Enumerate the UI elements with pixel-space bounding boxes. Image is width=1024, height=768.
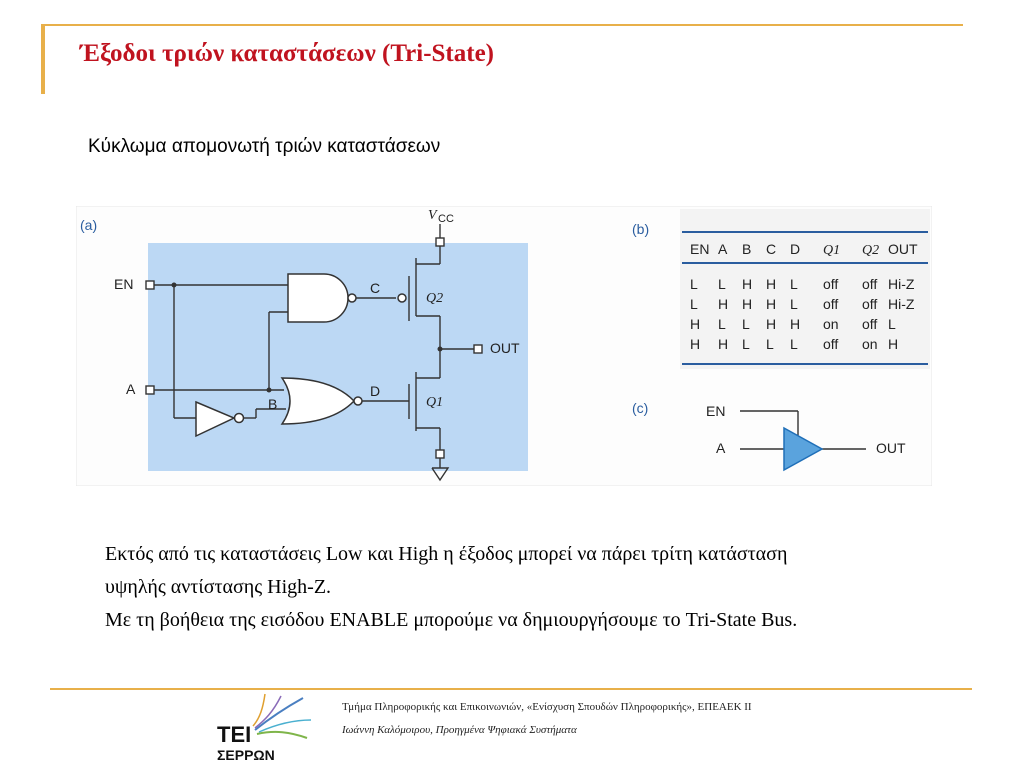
q2-gate-bubble [398, 294, 406, 302]
truth-table-header: D [790, 241, 801, 257]
truth-table-cell: H [742, 296, 753, 312]
truth-table-cell: L [718, 316, 726, 332]
truth-table-cell: L [742, 336, 750, 352]
truth-table-cell: H [766, 316, 777, 332]
truth-table-header: C [766, 241, 777, 257]
truth-table-cell: H [690, 336, 701, 352]
footer-author: Ιωάννη Καλόμοιρου, Προηγμένα Ψηφιακά Συστήματα [342, 724, 577, 736]
tei-serron-logo [215, 690, 315, 765]
truth-table-cell: off [823, 336, 839, 352]
truth-table-cell: L [766, 336, 774, 352]
truth-table-cell: L [718, 276, 726, 292]
truth-table-header: B [742, 241, 752, 257]
truth-table-cell: off [823, 276, 839, 292]
vcc-label: V [428, 208, 437, 223]
c-node-label: C [370, 280, 381, 296]
truth-table-header: OUT [888, 241, 918, 257]
truth-table-cell: L [888, 316, 896, 332]
slide-title: Έξοδοι τριών καταστάσεων (Tri-State) [80, 40, 494, 67]
panel-c-label: (c) [632, 400, 649, 416]
a-input-label: A [126, 381, 136, 397]
truth-table-cell: on [862, 336, 878, 352]
truth-table-cell: H [718, 296, 729, 312]
truth-table-cell: Hi-Z [888, 296, 915, 312]
title-rule [41, 24, 963, 26]
logo-tei-text: ΤΕΙ [217, 722, 252, 747]
panel-b-label: (b) [632, 221, 650, 237]
footer-department: Τμήμα Πληροφορικής και Επικοινωνιών, «Ενίσχυση Σπουδών Πληροφορικής», ΕΠΕΑΕΚ ΙΙ [342, 701, 752, 713]
truth-table-cell: H [690, 316, 701, 332]
vcc-sub-label: CC [438, 213, 454, 225]
truth-table-cell: H [766, 296, 777, 312]
circuit-background [148, 243, 528, 471]
truth-table-cell: off [862, 276, 878, 292]
truth-table-cell: on [823, 316, 839, 332]
buffer-out-label: OUT [876, 440, 906, 456]
panel-a-label: (a) [80, 217, 98, 233]
truth-table-cell: off [823, 296, 839, 312]
truth-table-cell: off [862, 296, 878, 312]
truth-table-cell: L [790, 336, 798, 352]
d-node-label: D [370, 383, 381, 399]
footer-rule [50, 688, 972, 690]
truth-table-cell: Hi-Z [888, 276, 915, 292]
truth-table-header: A [718, 241, 728, 257]
body-line-2: υψηλής αντίστασης High-Z. [105, 576, 332, 598]
title-accent-bar [41, 24, 45, 94]
truth-table-cell: H [888, 336, 899, 352]
truth-table-cell: L [742, 316, 750, 332]
truth-table-cell: off [862, 316, 878, 332]
body-line-1: Εκτός από τις καταστάσεις Low και High η έξοδος μπορεί να πάρει τρίτη κατάσταση [105, 543, 788, 565]
truth-table-header: Q2 [862, 243, 880, 258]
truth-table-cell: L [790, 276, 798, 292]
truth-table-header: EN [690, 241, 710, 257]
b-node-label: B [268, 396, 278, 412]
truth-table-header: Q1 [823, 243, 841, 258]
truth-table-cell: L [790, 296, 798, 312]
truth-table-cell: H [718, 336, 729, 352]
truth-table-cell: H [790, 316, 801, 332]
truth-table-cell: L [690, 276, 698, 292]
slide-subtitle: Κύκλωμα απομονωτή τριών καταστάσεων [88, 136, 441, 157]
truth-table-cell: H [766, 276, 777, 292]
truth-table-cell: L [690, 296, 698, 312]
truth-table-cell: H [742, 276, 753, 292]
q2-label: Q2 [426, 291, 444, 306]
buffer-a-label: A [716, 440, 726, 456]
tri-state-figure [76, 206, 932, 486]
body-text [105, 538, 1005, 637]
buffer-en-label: EN [706, 403, 726, 419]
logo-serron-text: ΣΕΡΡΩΝ [217, 747, 275, 763]
q1-label: Q1 [426, 395, 444, 410]
out-label: OUT [490, 340, 520, 356]
en-input-label: EN [114, 276, 134, 292]
body-line-3: Με τη βοήθεια της εισόδου ENABLE μπορούμε να δημιουργήσουμε το Tri-State Bus. [105, 609, 798, 631]
